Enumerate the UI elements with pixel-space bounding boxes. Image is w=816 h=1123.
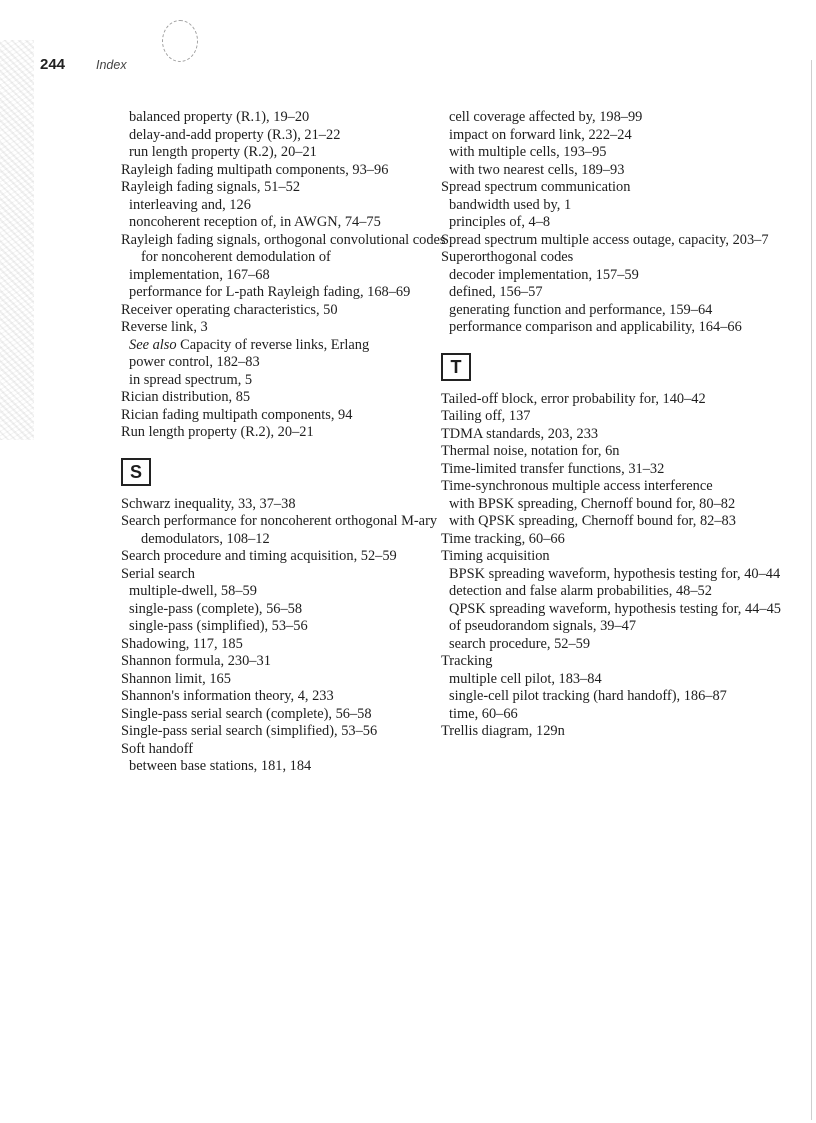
entry-text: with multiple cells, 193–95 — [449, 144, 607, 160]
scan-edge-noise — [0, 40, 34, 440]
entry-text: Trellis diagram, 129n — [441, 723, 565, 739]
index-entry — [121, 232, 461, 267]
index-subentry — [441, 267, 801, 285]
entry-text: search procedure, 52–59 — [449, 635, 591, 652]
index-column-right — [441, 109, 801, 741]
index-entry — [441, 179, 801, 197]
entry-text: Rayleigh fading multipath components, 93–96 — [121, 161, 389, 178]
entry-text: with QPSK spreading, Chernoff bound for, 82–83 — [449, 513, 736, 529]
index-entry — [121, 741, 461, 759]
entry-text: Receiver operating characteristics, 50 — [121, 301, 338, 318]
entry-text: Time-synchronous multiple access interference — [441, 478, 713, 494]
entry-text: Single-pass serial search (simplified), 53–56 — [121, 723, 378, 739]
entry-text: TDMA standards, 203, 233 — [441, 425, 599, 442]
index-subentry — [441, 197, 801, 215]
entry-text: Rician distribution, 85 — [121, 389, 251, 405]
index-entry — [441, 391, 801, 409]
index-entry — [441, 443, 801, 461]
cross-reference-prefix: See also — [129, 336, 177, 353]
entry-text: interleaving and, 126 — [129, 196, 251, 213]
entry-text: single-pass (complete), 56–58 — [129, 600, 303, 617]
index-entry — [441, 249, 801, 267]
entry-text: defined, 156–57 — [449, 284, 543, 300]
entry-text: Time-limited transfer functions, 31–32 — [441, 460, 665, 477]
running-head: Index — [96, 58, 127, 72]
index-subentry — [441, 671, 801, 689]
entry-text: detection and false alarm probabilities, 48–52 — [449, 583, 712, 599]
index-subentry — [121, 109, 461, 127]
entry-text: bandwidth used by, 1 — [449, 196, 572, 213]
index-subentry — [121, 583, 461, 601]
entry-text: Tailed-off block, error probability for, 140–42 — [441, 390, 706, 407]
index-entry — [441, 653, 801, 671]
index-subentry — [121, 354, 461, 372]
index-entry — [121, 424, 461, 442]
index-entry — [441, 408, 801, 426]
entry-text: with two nearest cells, 189–93 — [449, 161, 625, 178]
index-entry — [121, 653, 461, 671]
entry-text: Soft handoff — [121, 740, 194, 757]
library-stamp-mark — [162, 20, 198, 62]
entry-text: Rician fading multipath components, 94 — [121, 406, 353, 423]
index-entry — [121, 706, 461, 724]
index-entry — [441, 723, 801, 741]
entry-text: Schwarz inequality, 33, 37–38 — [121, 495, 296, 512]
entry-text: performance comparison and applicability, 164–66 — [449, 319, 742, 335]
index-subentry — [441, 688, 801, 706]
index-subentry — [121, 144, 461, 162]
entry-text: time, 60–66 — [449, 705, 518, 722]
index-entry — [121, 723, 461, 741]
index-entry — [441, 478, 801, 496]
index-subentry — [441, 601, 801, 619]
index-subentry — [441, 566, 801, 584]
index-entry — [121, 179, 461, 197]
index-subentry — [441, 302, 801, 320]
entry-text: implementation, 167–68 — [129, 266, 270, 283]
entry-text: multiple-dwell, 58–59 — [129, 583, 257, 599]
entry-text: single-cell pilot tracking (hard handoff), 186–87 — [449, 688, 727, 704]
entry-text: multiple cell pilot, 183–84 — [449, 670, 602, 687]
entry-text: Run length property (R.2), 20–21 — [121, 424, 314, 440]
entry-text: cell coverage affected by, 198–99 — [449, 109, 643, 125]
entry-text: BPSK spreading waveform, hypothesis testing for, 40–44 — [449, 565, 781, 582]
entry-text: of pseudorandom signals, 39–47 — [449, 618, 637, 634]
index-entry — [121, 302, 461, 320]
entry-text: impact on forward link, 222–24 — [449, 126, 632, 143]
index-entry — [121, 688, 461, 706]
index-subentry — [441, 127, 801, 145]
entry-text: principles of, 4–8 — [449, 214, 551, 230]
index-entry — [441, 531, 801, 549]
scan-edge-line — [811, 60, 812, 1120]
index-subentry — [441, 144, 801, 162]
index-subentry — [441, 636, 801, 654]
entry-text: with BPSK spreading, Chernoff bound for, 80–82 — [449, 495, 736, 512]
entry-text: balanced property (R.1), 19–20 — [129, 109, 310, 125]
index-entry — [441, 548, 801, 566]
index-entry — [441, 232, 801, 250]
index-subentry — [441, 162, 801, 180]
index-entry — [121, 389, 461, 407]
index-subentry — [441, 496, 801, 514]
entry-text: in spread spectrum, 5 — [129, 371, 253, 388]
entry-text: decoder implementation, 157–59 — [449, 266, 639, 283]
entry-text: Timing acquisition — [441, 548, 550, 564]
entry-text: QPSK spreading waveform, hypothesis testing for, 44–45 — [449, 600, 781, 617]
entry-text: Shannon formula, 230–31 — [121, 653, 271, 669]
index-entry — [441, 426, 801, 444]
index-entry — [121, 407, 461, 425]
index-subentry — [441, 319, 801, 337]
entry-text: Shannon's information theory, 4, 233 — [121, 688, 334, 704]
entry-text: Search performance for noncoherent orthogonal M-ary demodulators, 108–12 — [121, 513, 438, 547]
entry-text: Spread spectrum multiple access outage, capacity, 203–7 — [441, 231, 769, 248]
entry-text: run length property (R.2), 20–21 — [129, 144, 317, 160]
section-letter-box: T — [441, 353, 471, 381]
index-entry — [121, 671, 461, 689]
index-subentry — [441, 214, 801, 232]
entry-text: generating function and performance, 159–64 — [449, 301, 713, 318]
entry-text: Rayleigh fading signals, orthogonal convolutional codes for noncoherent demodulation of — [121, 231, 446, 265]
index-entry — [441, 461, 801, 479]
section-letter-t — [441, 353, 801, 381]
index-subentry — [121, 601, 461, 619]
index-subentry — [121, 284, 461, 302]
entry-text: noncoherent reception of, in AWGN, 74–75 — [129, 214, 381, 230]
index-entry — [121, 548, 461, 566]
entry-text: Capacity of reverse links, Erlang — [176, 336, 370, 353]
section-letter-s — [121, 458, 461, 486]
entry-text: delay-and-add property (R.3), 21–22 — [129, 126, 341, 143]
index-subentry — [441, 583, 801, 601]
index-subentry — [441, 618, 801, 636]
index-subentry — [121, 267, 461, 285]
entry-text: Shannon limit, 165 — [121, 670, 231, 687]
index-subentry — [441, 109, 801, 127]
index-subentry — [121, 197, 461, 215]
entry-text: power control, 182–83 — [129, 354, 260, 370]
entry-text: Thermal noise, notation for, 6n — [441, 443, 620, 459]
index-entry — [121, 319, 461, 337]
index-subentry — [121, 127, 461, 145]
index-entry — [121, 566, 461, 584]
entry-text: Tracking — [441, 653, 493, 669]
index-entry — [121, 162, 461, 180]
entry-text: Single-pass serial search (complete), 56–58 — [121, 705, 372, 722]
index-subentry — [121, 618, 461, 636]
entry-text: Superorthogonal codes — [441, 249, 574, 265]
index-subentry — [441, 706, 801, 724]
entry-text: performance for L-path Rayleigh fading, 168–69 — [129, 284, 411, 300]
entry-text: Search procedure and timing acquisition, 52–59 — [121, 548, 397, 564]
index-subentry — [441, 513, 801, 531]
entry-text: Shadowing, 117, 185 — [121, 635, 243, 652]
page-number: 244 — [40, 56, 66, 73]
entry-text: between base stations, 181, 184 — [129, 758, 312, 774]
index-subentry — [121, 337, 461, 355]
entry-text: Rayleigh fading signals, 51–52 — [121, 179, 301, 195]
index-subentry — [121, 214, 461, 232]
section-letter-box: S — [121, 458, 151, 486]
entry-text: single-pass (simplified), 53–56 — [129, 618, 308, 634]
entry-text: Time tracking, 60–66 — [441, 530, 565, 547]
entry-text: Reverse link, 3 — [121, 319, 208, 335]
index-column-left — [121, 109, 461, 776]
index-subentry — [121, 758, 461, 776]
index-entry — [121, 636, 461, 654]
index-subentry — [441, 284, 801, 302]
entry-text: Tailing off, 137 — [441, 408, 531, 424]
index-subentry — [121, 372, 461, 390]
index-entry — [121, 513, 461, 548]
entry-text: Serial search — [121, 565, 195, 582]
entry-text: Spread spectrum communication — [441, 179, 631, 195]
index-entry — [121, 496, 461, 514]
